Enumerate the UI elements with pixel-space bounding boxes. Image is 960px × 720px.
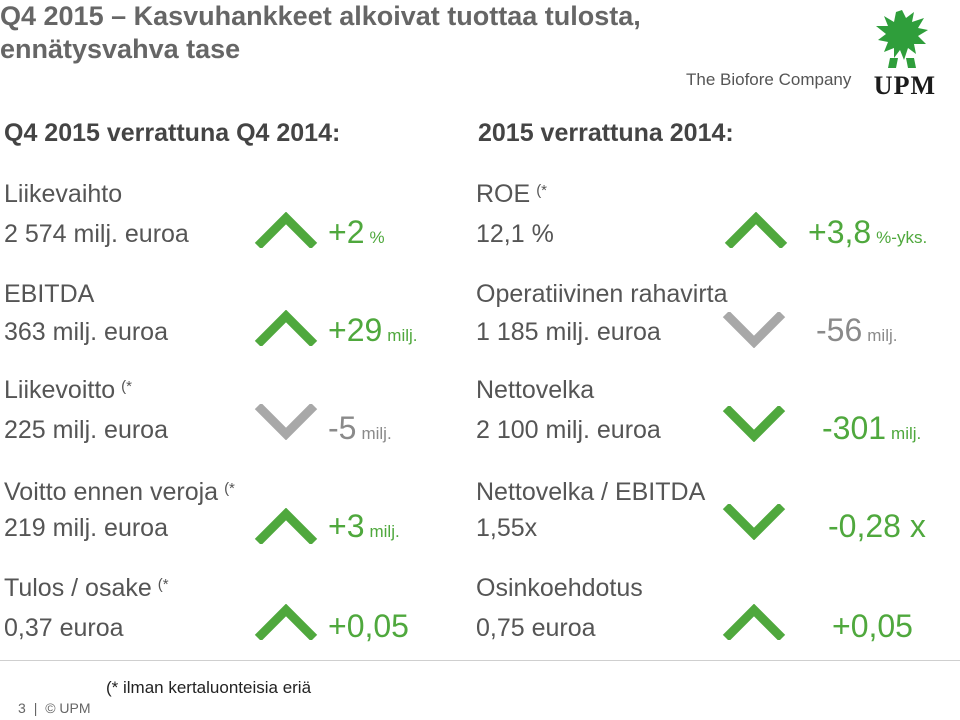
chevron-up-icon xyxy=(254,310,318,346)
item-value: 0,37 euroa xyxy=(4,614,124,642)
item-label: Osinkoehdotus xyxy=(476,574,643,602)
item-value: 225 milj. euroa xyxy=(4,416,168,444)
item-label: Tulos / osake xyxy=(4,574,152,602)
item-unit: milj. xyxy=(387,326,418,345)
item-unit: milj. xyxy=(361,424,392,443)
page-number-value: 3 xyxy=(18,700,26,716)
item-value: 2 100 milj. euroa xyxy=(476,416,661,444)
item-footnote-marker: (* xyxy=(224,480,235,497)
item-label: Voitto ennen veroja xyxy=(4,478,219,506)
item-label: Liikevoitto xyxy=(4,376,116,404)
slide-title-line-2: ennätysvahva tase xyxy=(0,34,241,64)
right-column-heading: 2015 verrattuna 2014: xyxy=(478,119,734,147)
item-label: Nettovelka / EBITDA xyxy=(476,478,706,506)
item-change: +0,05 xyxy=(832,608,913,644)
separator: | xyxy=(33,700,38,716)
item-label: Nettovelka xyxy=(476,376,595,404)
chevron-up-icon xyxy=(724,212,788,248)
slide-title-line-1: Q4 2015 – Kasvuhankkeet alkoivat tuottaa tulosta, xyxy=(0,1,641,31)
item-value: 2 574 milj. euroa xyxy=(4,220,189,248)
footnote: (* ilman kertaluonteisia eriä xyxy=(106,678,312,697)
item-unit: milj. xyxy=(867,326,898,345)
item-change: -301 xyxy=(822,410,887,446)
chevron-up-icon xyxy=(254,508,318,544)
item-value: 1 185 milj. euroa xyxy=(476,318,661,346)
item-unit: milj. xyxy=(891,424,922,443)
item-change: -56 xyxy=(816,312,863,348)
chevron-down-icon xyxy=(254,404,318,440)
brand-tagline: The Biofore Company xyxy=(686,70,852,89)
item-footnote-marker: (* xyxy=(121,378,133,395)
item-value: 219 milj. euroa xyxy=(4,514,168,542)
chevron-down-icon xyxy=(722,406,786,442)
item-change: -5 xyxy=(328,410,357,446)
item-change: +0,05 xyxy=(328,608,409,644)
slide-title xyxy=(0,0,660,66)
upm-logo xyxy=(686,8,936,100)
chevron-down-icon xyxy=(722,312,786,348)
page-number xyxy=(18,700,91,716)
item-footnote-marker: (* xyxy=(536,182,548,199)
item-value: 363 milj. euroa xyxy=(4,318,168,346)
brand-logo-text: UPM xyxy=(873,71,936,100)
item-label: EBITDA xyxy=(4,280,95,308)
item-change: +3,8 xyxy=(808,214,872,250)
item-value: 1,55x xyxy=(476,514,538,542)
item-change: +29 xyxy=(328,312,383,348)
item-unit: %-yks. xyxy=(876,228,928,247)
item-footnote-marker: (* xyxy=(157,576,169,593)
chevron-up-icon xyxy=(722,604,786,640)
chevron-up-icon xyxy=(254,604,318,640)
item-value: 0,75 euroa xyxy=(476,614,596,642)
item-label: ROE xyxy=(476,180,531,208)
copyright: © UPM xyxy=(45,700,91,716)
item-unit: milj. xyxy=(369,522,400,541)
item-unit: % xyxy=(369,228,385,247)
item-change: +3 xyxy=(328,508,365,544)
item-label: Liikevaihto xyxy=(4,180,123,208)
left-column-heading: Q4 2015 verrattuna Q4 2014: xyxy=(4,119,341,147)
item-change: -0,28 x xyxy=(828,508,926,544)
footer-divider xyxy=(0,660,960,661)
item-label: Operatiivinen rahavirta xyxy=(476,280,728,308)
chevron-down-icon xyxy=(722,504,786,540)
item-change: +2 xyxy=(328,214,365,250)
griffin-icon xyxy=(872,8,932,70)
chevron-up-icon xyxy=(254,212,318,248)
item-value: 12,1 % xyxy=(476,220,554,248)
